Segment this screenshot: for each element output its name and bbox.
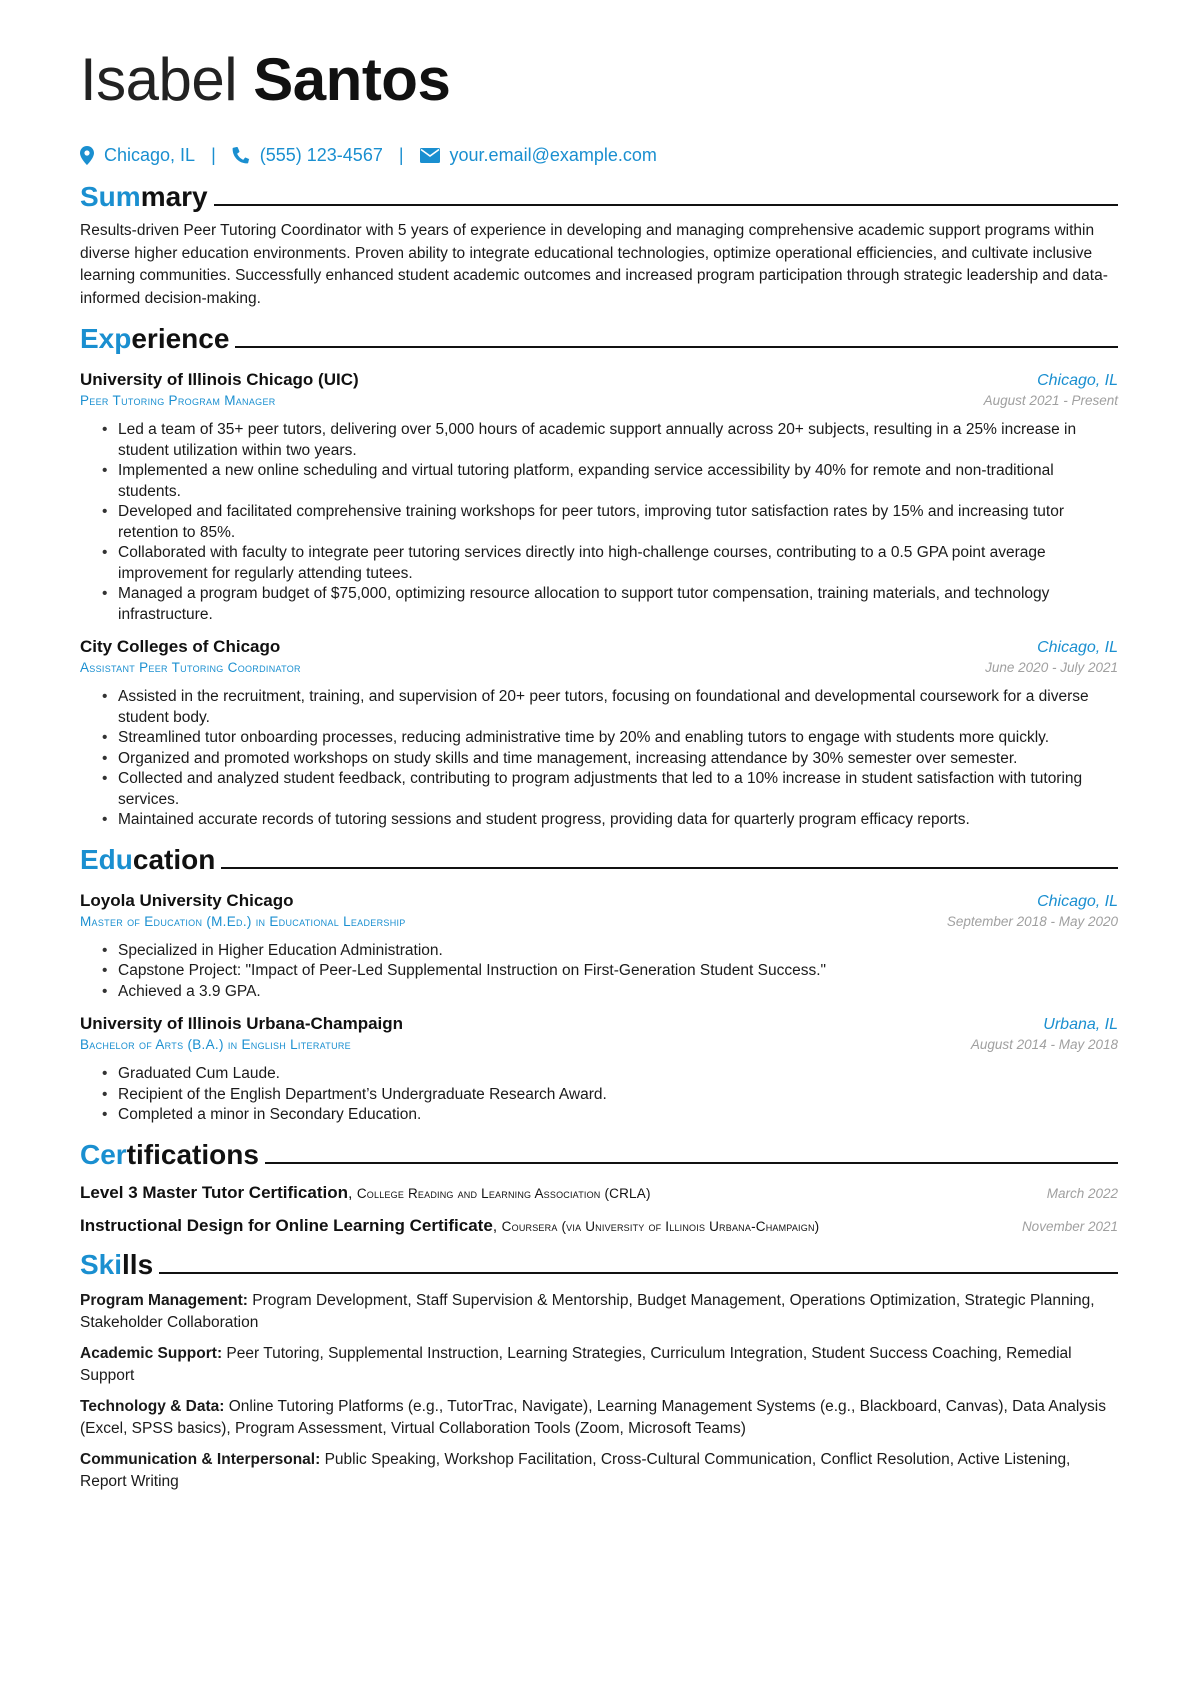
- list-item: • Graduated Cum Laude.: [102, 1064, 1118, 1085]
- skill-items: Peer Tutoring, Supplemental Instruction, Learning Strategies, Curriculum Integration, Student Success Coaching, Remedial Support: [80, 1344, 1072, 1384]
- education-heading: [80, 843, 1118, 877]
- school-name: University of Illinois Urbana-Champaign: [80, 1014, 404, 1033]
- contact-phone[interactable]: [232, 145, 383, 166]
- certification-date: November 2021: [1021, 1218, 1118, 1234]
- education-entry: [80, 1014, 1118, 1126]
- section-rule: [221, 867, 1118, 869]
- section-title-rest: mary: [140, 181, 208, 212]
- section-title-rest: lls: [122, 1248, 154, 1280]
- job-org: City Colleges of Chicago: [80, 637, 281, 656]
- education-bullets: [80, 941, 1118, 1003]
- contact-email[interactable]: [420, 145, 657, 166]
- section-title-accent: Ski: [80, 1248, 123, 1280]
- list-item: • Collaborated with faculty to integrate peer tutoring services directly into high-challenge courses, contributing to a 0.5 GPA point average improvement for regularly attending tutees.: [102, 543, 1118, 584]
- skill-category: Technology & Data:: [80, 1397, 225, 1415]
- first-name: Isabel: [80, 46, 238, 113]
- experience-heading: [80, 322, 1118, 356]
- skill-group: [80, 1290, 1118, 1334]
- list-item: • Managed a program budget of $75,000, optimizing resource allocation to support tutor compensation, training materials, and technology infrastructure.: [102, 584, 1118, 625]
- list-item: • Developed and facilitated comprehensive training workshops for peer tutors, improving tutor satisfaction rates by 15% and increasing tutor retention to 85%.: [102, 502, 1118, 543]
- contact-bar: [80, 142, 1118, 168]
- list-item: • Collected and analyzed student feedback, contributing to program adjustments that led to a 10% increase in student satisfaction with tutoring services.: [102, 769, 1118, 810]
- skill-category: Academic Support:: [80, 1344, 223, 1362]
- list-item: • Assisted in the recruitment, training, and supervision of 20+ peer tutors, focusing on foundational and developmental coursework for a diverse student body.: [102, 687, 1118, 728]
- education-entry: [80, 891, 1118, 1003]
- job-dates: June 2020 - July 2021: [985, 660, 1118, 675]
- certification-date: March 2022: [1046, 1185, 1118, 1201]
- list-item: • Implemented a new online scheduling and virtual tutoring platform, expanding service accessibility by 40% for remote and non-traditional students.: [102, 461, 1118, 502]
- list-item: • Achieved a 3.9 GPA.: [102, 982, 1118, 1003]
- school-dates: August 2014 - May 2018: [970, 1037, 1118, 1052]
- certification-name: Level 3 Master Tutor Certification: [80, 1182, 348, 1202]
- map-pin-icon: [80, 146, 94, 165]
- section-title-rest: tifications: [126, 1138, 259, 1170]
- phone-icon: [232, 146, 250, 164]
- job-role: Peer Tutoring Program Manager: [80, 393, 276, 408]
- job-org: University of Illinois Chicago (UIC): [80, 370, 359, 389]
- section-rule: [214, 204, 1118, 206]
- list-item: • Specialized in Higher Education Administration.: [102, 941, 1118, 962]
- certification-entry: Instructional Design for Online Learning Certificate, Coursera (via University of Illinois Urbana-Champaign) November 2021: [80, 1215, 1118, 1235]
- candidate-name: [80, 42, 1118, 118]
- certification-issuer: College Reading and Learning Association (CRLA): [356, 1185, 651, 1201]
- school-name: Loyola University Chicago: [80, 890, 294, 910]
- skill-items: Program Development, Staff Supervision & Mentorship, Budget Management, Operations Optimization, Strategic Planning, Stakeholder Collaboration: [80, 1291, 1095, 1331]
- email-text: your.email@example.com: [449, 144, 657, 165]
- last-name: Santos: [253, 46, 451, 113]
- list-item: • Organized and promoted workshops on study skills and time management, increasing attendance by 30% semester over semester.: [102, 749, 1118, 770]
- contact-location: [80, 145, 195, 166]
- job-bullets: [80, 420, 1118, 625]
- job-location: Chicago, IL: [1037, 639, 1118, 656]
- section-rule: [159, 1272, 1118, 1274]
- list-item: • Completed a minor in Secondary Education.: [102, 1105, 1118, 1126]
- job-entry: [80, 370, 1118, 625]
- section-rule: [265, 1162, 1118, 1164]
- certification-name: Instructional Design for Online Learning Certificate: [80, 1215, 493, 1235]
- list-item: • Recipient of the English Department’s Undergraduate Research Award.: [102, 1085, 1118, 1106]
- job-dates: August 2021 - Present: [983, 393, 1118, 408]
- skill-category: Program Management:: [80, 1291, 248, 1309]
- list-item: • Led a team of 35+ peer tutors, delivering over 5,000 hours of academic support annually across 20+ subjects, resulting in a 25% increase in student utilization within two years.: [102, 420, 1118, 461]
- skill-category: Communication & Interpersonal:: [80, 1450, 321, 1468]
- skill-group: [80, 1343, 1118, 1387]
- section-title-accent: Exp: [80, 323, 132, 354]
- list-item: • Capstone Project: "Impact of Peer-Led Supplemental Instruction on First-Generation Student Success.": [102, 961, 1118, 982]
- section-title-rest: erience: [131, 323, 230, 354]
- summary-text: Results-driven Peer Tutoring Coordinator with 5 years of experience in developing and managing comprehensive academic support programs within diverse higher education environments. Proven ability to integrate educational technologies, optimize operational efficiencies, and cultivate inclusive learning communities. Successfully enhanced student academic outcomes and increased program participation through strategic leadership and data-informed decision-making.: [80, 222, 1108, 307]
- summary-heading: [80, 180, 1118, 214]
- skill-items: Public Speaking, Workshop Facilitation, Cross-Cultural Communication, Conflict Resolution, Active Listening, Report Writing: [80, 1450, 1071, 1490]
- job-bullets: [80, 687, 1118, 831]
- certifications-heading: [80, 1138, 1118, 1172]
- school-dates: September 2018 - May 2020: [946, 913, 1118, 929]
- skill-items: Online Tutoring Platforms (e.g., TutorTrac, Navigate), Learning Management Systems (e.g., Blackboard, Canvas), Data Analysis (Excel, SPSS basics), Program Assessment, Virtual Collaboration Tools (Zoom, Microsoft Teams): [80, 1397, 1106, 1437]
- section-title-accent: Sum: [80, 181, 141, 212]
- school-location: Urbana, IL: [1043, 1016, 1118, 1033]
- location-text: Chicago, IL: [104, 144, 196, 165]
- list-item: • Maintained accurate records of tutoring sessions and student progress, providing data for quarterly program efficacy reports.: [102, 810, 1118, 831]
- education-bullets: [80, 1064, 1118, 1126]
- contact-separator: |: [211, 144, 216, 165]
- job-role: Assistant Peer Tutoring Coordinator: [80, 660, 301, 675]
- section-title-accent: Edu: [80, 843, 133, 875]
- school-location: Chicago, IL: [1037, 892, 1118, 910]
- contact-separator: |: [398, 144, 404, 165]
- certification-issuer: Coursera (via University of Illinois Urbana-Champaign): [501, 1218, 820, 1234]
- degree: Bachelor of Arts (B.A.) in English Literature: [80, 1037, 351, 1052]
- skills-heading: [80, 1248, 1118, 1282]
- section-rule: [235, 346, 1118, 348]
- degree: Master of Education (M.Ed.) in Educational Leadership: [80, 913, 406, 929]
- job-location: Chicago, IL: [1037, 372, 1118, 389]
- envelope-icon: [420, 148, 440, 163]
- skill-group: [80, 1449, 1118, 1493]
- skill-group: [80, 1396, 1118, 1440]
- certification-entry: Level 3 Master Tutor Certification, College Reading and Learning Association (CRLA) March 2022: [80, 1182, 1118, 1202]
- section-title-accent: Cer: [80, 1138, 127, 1170]
- list-item: • Streamlined tutor onboarding processes, reducing administrative time by 20% and enabling tutors to engage with students more quickly.: [102, 728, 1118, 749]
- job-entry: [80, 637, 1118, 831]
- section-title-rest: cation: [132, 843, 216, 875]
- phone-text: (555) 123-4567: [259, 144, 383, 165]
